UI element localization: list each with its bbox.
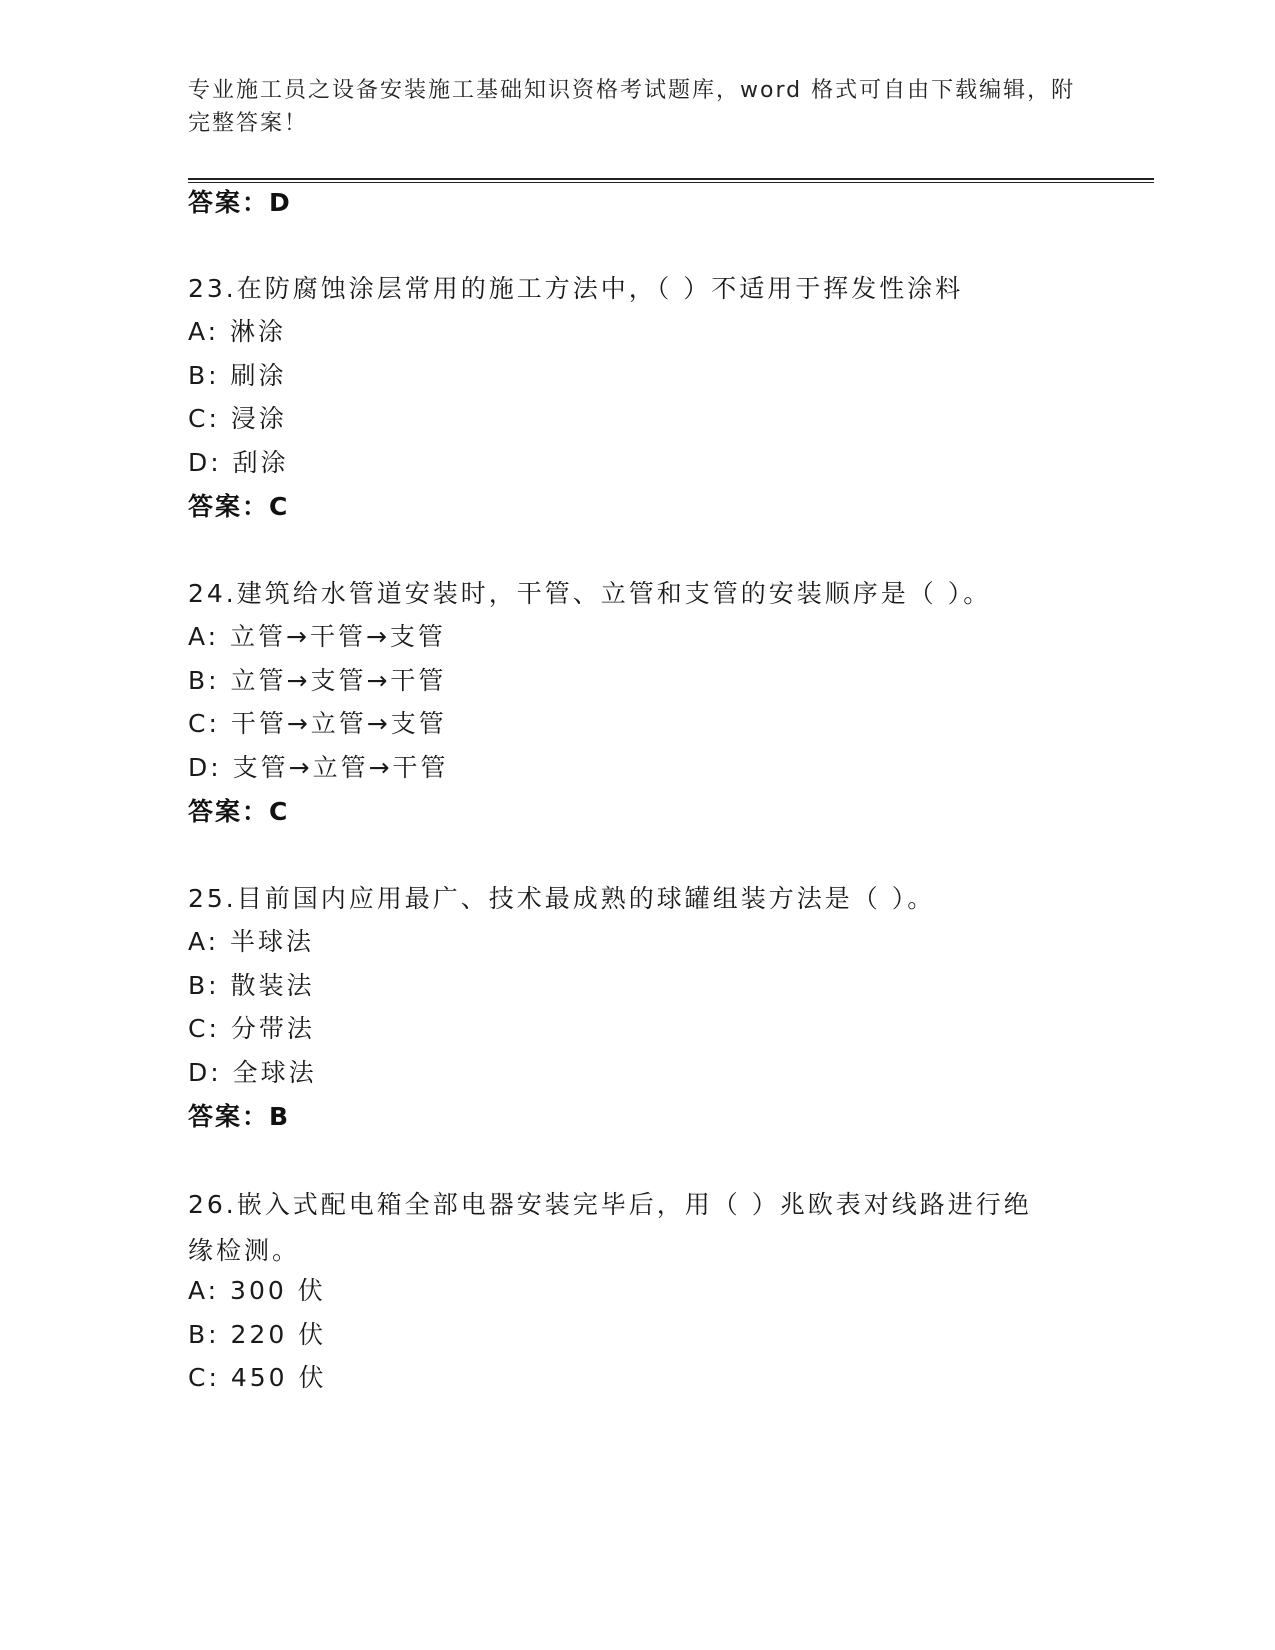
question-stem: 25.目前国内应用最广、技术最成熟的球罐组装方法是（ ）。 — [188, 884, 936, 913]
answer-line: 答案：C — [188, 492, 290, 521]
page-header: 专业施工员之设备安装施工基础知识资格考试题库，word 格式可自由下载编辑，附完整答案！ — [188, 78, 1076, 136]
option-d: D: 刮涂 — [188, 448, 289, 477]
option-c: C: 干管→立管→支管 — [188, 709, 447, 738]
answer-line: 答案：C — [188, 797, 290, 826]
option-c: C: 分带法 — [188, 1014, 315, 1043]
answer-line: 答案：D — [188, 188, 292, 217]
option-c: C: 450 伏 — [188, 1363, 327, 1392]
option-d: D: 支管→立管→干管 — [188, 753, 449, 782]
option-b: B: 刷涂 — [188, 361, 287, 390]
question-stem: 23.在防腐蚀涂层常用的施工方法中，（ ）不适用于挥发性涂料 — [188, 274, 964, 303]
option-a: A: 立管→干管→支管 — [188, 622, 446, 651]
option-a: A: 半球法 — [188, 927, 315, 956]
option-a: A: 淋涂 — [188, 317, 287, 346]
option-c: C: 浸涂 — [188, 404, 287, 433]
option-d: D: 全球法 — [188, 1058, 317, 1087]
answer-line: 答案：B — [188, 1102, 291, 1131]
option-b: B: 220 伏 — [188, 1320, 327, 1349]
question-stem: 24.建筑给水管道安装时，干管、立管和支管的安装顺序是（ ）。 — [188, 579, 992, 608]
question-stem: 26.嵌入式配电箱全部电器安装完毕后，用（ ）兆欧表对线路进行绝缘检测。 — [188, 1190, 1032, 1265]
option-b: B: 立管→支管→干管 — [188, 666, 447, 695]
option-a: A: 300 伏 — [188, 1276, 326, 1305]
header-divider — [188, 178, 1154, 183]
option-b: B: 散装法 — [188, 971, 315, 1000]
